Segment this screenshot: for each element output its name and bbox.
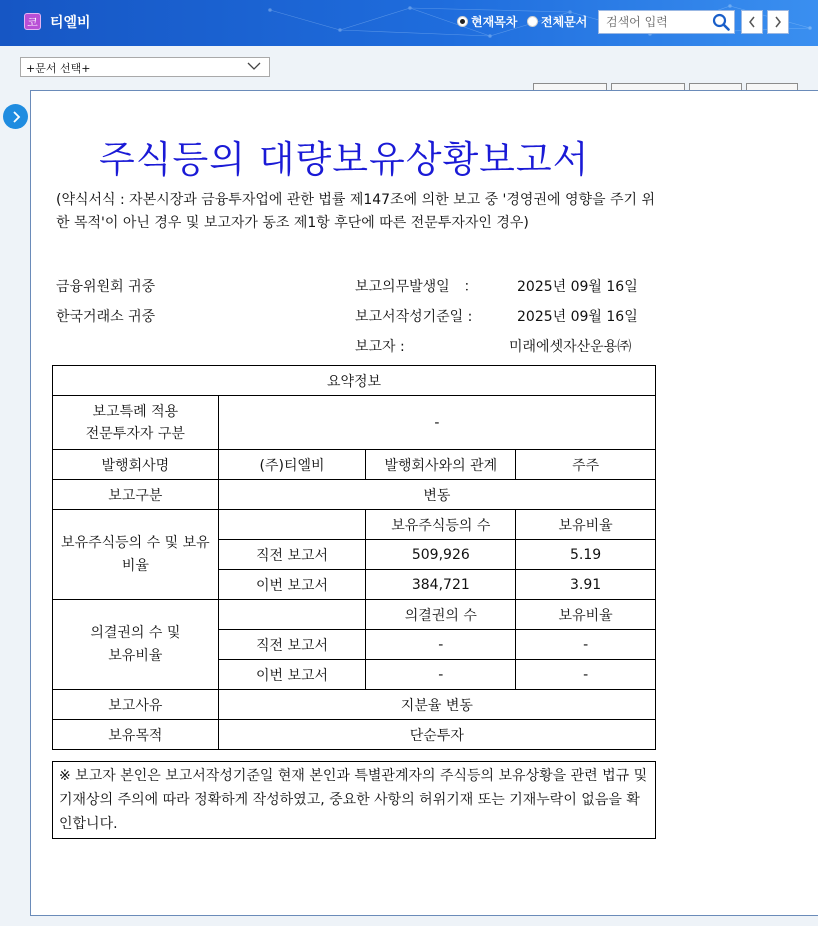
confirmation-note: ※ 보고자 본인은 보고서작성기준일 현재 본인과 특별관계자의 주식등의 보유상황을 관련 법규 및 기재상의 주의에 따라 정확하게 작성하였고, 중요한 사항의 허위기재 또는 기재누락이 없음을 확인합니다. [52,761,656,839]
holdings-prev-label: 직전 보고서 [218,540,366,570]
summary-table [52,365,656,750]
holdings-col-ratio: 보유비율 [516,510,656,540]
chevron-left-icon [748,16,756,28]
addressee-fsc: 금융위원회 귀중 [56,279,156,295]
reporter-value: 미래에셋자산운용㈜ [509,339,632,355]
holdings-this-ratio: 3.91 [516,570,656,600]
document-subtitle: (약식서식 : 자본시장과 금융투자업에 관한 법률 제147조에 의한 보고 중 '경영권에 영향을 주기 위한 목적'이 아닌 경우 및 보고자가 동조 제1항 후단에 따른 전문투자자인 경우) [56,192,655,231]
reason-value: 지분율 변동 [218,690,655,720]
document-viewer [30,90,818,916]
radio-selected-icon[interactable] [457,16,468,27]
duty-date-value: 2025년 09월 16일 [517,279,638,295]
holdings-col-count: 보유주식등의 수 [366,510,516,540]
company-logo-icon: 코 [24,13,41,30]
base-date-label: 보고서작성기준일 : [355,309,473,325]
votes-blank-cell [218,600,366,630]
relation-value: 주주 [516,450,656,480]
votes-prev-label: 직전 보고서 [218,630,366,660]
document-title: 주식등의 대량보유상황보고서 [99,138,590,181]
votes-prev-count: - [366,630,516,660]
radio-unselected-icon[interactable] [527,16,538,27]
votes-label: 의결권의 수 및 보유비율 [53,600,219,690]
purpose-value: 단순투자 [218,720,655,750]
votes-prev-ratio: - [516,630,656,660]
addressee-krx: 한국거래소 귀중 [56,309,156,325]
document-select[interactable] [20,57,270,77]
radio-current-toc[interactable] [457,13,517,30]
base-date-value: 2025년 09월 16일 [517,309,638,325]
holdings-prev-count: 509,926 [366,540,516,570]
votes-this-ratio: - [516,660,656,690]
issuer-label: 발행회사명 [53,450,219,480]
radio-all-label: 전체문서 [541,15,588,29]
reason-label: 보고사유 [53,690,219,720]
purpose-label: 보유목적 [53,720,219,750]
report-type-label: 보고구분 [53,480,219,510]
chevron-right-icon [774,16,782,28]
radio-all-docs[interactable] [527,13,587,30]
special-value: - [218,396,655,450]
company-name: 티엘비 [50,15,91,31]
search-icon[interactable] [712,13,730,31]
chevron-right-icon [11,111,21,123]
holdings-blank-cell [218,510,366,540]
summary-heading: 요약정보 [53,366,656,396]
special-label: 보고특례 적용 전문투자자 구분 [53,396,219,450]
relation-label: 발행회사와의 관계 [366,450,516,480]
votes-this-count: - [366,660,516,690]
holdings-label: 보유주식등의 수 및 보유비율 [53,510,219,600]
top-bar [0,0,818,46]
search-input[interactable] [598,10,735,34]
document-select-label: +문서 선택+ [26,62,91,75]
radio-current-label: 현재목차 [471,15,518,29]
issuer-value: (주)티엘비 [218,450,366,480]
votes-this-label: 이번 보고서 [218,660,366,690]
report-type-value: 변동 [218,480,655,510]
duty-date-label: 보고의무발생일 ： [355,279,478,295]
chevron-down-icon [247,61,261,71]
holdings-this-label: 이번 보고서 [218,570,366,600]
sidebar-toggle-button[interactable] [3,104,28,129]
holdings-this-count: 384,721 [366,570,516,600]
next-button[interactable] [767,10,789,34]
votes-col-count: 의결권의 수 [366,600,516,630]
holdings-prev-ratio: 5.19 [516,540,656,570]
prev-button[interactable] [741,10,763,34]
reporter-label: 보고자 : [355,339,405,355]
votes-col-ratio: 보유비율 [516,600,656,630]
search-placeholder: 검색어 입력 [606,15,668,29]
